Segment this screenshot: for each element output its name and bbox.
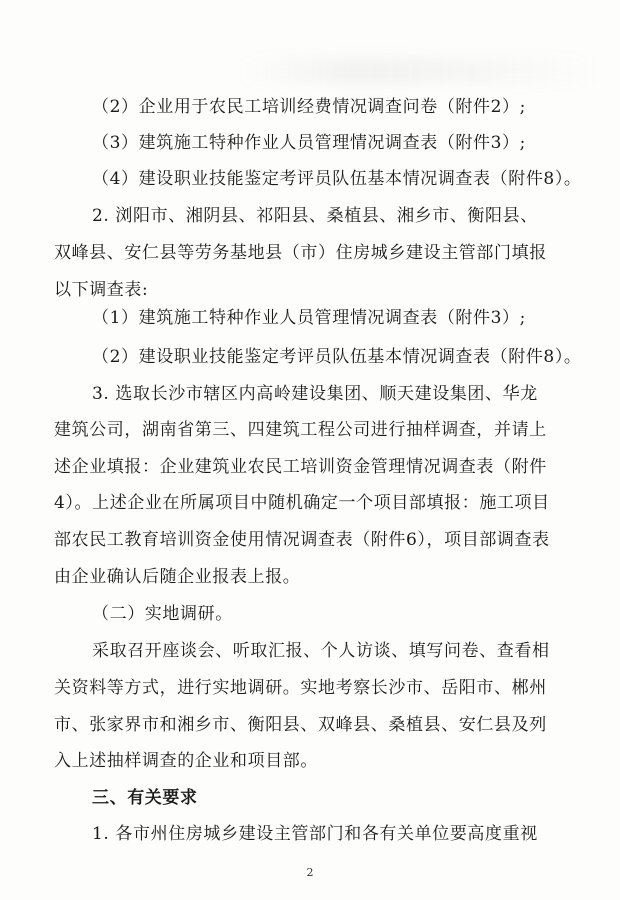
text-line-7: （1）建筑施工特种作业人员管理情况调查表（附件3）; (92, 308, 526, 328)
text-line-14: 由企业确认后随企业报表上报。 (54, 567, 301, 587)
text-line-5: 双峰县、安仁县等劳务基地县（市）住房城乡建设主管部门填报 (54, 243, 547, 263)
text-line-16: 采取召开座谈会、听取汇报、个人访谈、填写问卷、查看相 (92, 641, 550, 661)
text-line-12: 4）。上述企业在所属项目中随机确定一个项目部填报：施工项目 (54, 493, 550, 513)
text-line-2: （3）建筑施工特种作业人员管理情况调查表（附件3）; (92, 133, 526, 153)
section-heading: 三、有关要求 (92, 788, 198, 808)
page-number: 2 (306, 866, 314, 879)
text-line-18: 市、张家界市和湘乡市、衡阳县、双峰县、桑植县、安仁县及列 (54, 715, 547, 735)
text-line-21: 1. 各市州住房城乡建设主管部门和各有关单位要高度重视 (92, 824, 538, 844)
text-line-19: 入上述抽样调查的企业和项目部。 (54, 751, 318, 771)
text-line-10: 建筑公司，湖南省第三、四建筑工程公司进行抽样调查，并请上 (54, 420, 547, 440)
text-line-9: 3. 选取长沙市辖区内高岭建设集团、顺天建设集团、华龙 (92, 384, 538, 404)
text-line-6: 以下调查表: (54, 280, 149, 300)
bleed-through-mark (240, 58, 600, 84)
text-line-13: 部农民工教育培训资金使用情况调查表（附件6），项目部调查表 (54, 530, 550, 550)
text-line-3: （4）建设职业技能鉴定考评员队伍基本情况调查表（附件8）。 (92, 169, 582, 189)
text-line-17: 关资料等方式，进行实地调研。实地考察长沙市、岳阳市、郴州 (54, 678, 547, 698)
text-line-11: 述企业填报：企业建筑业农民工培训资金管理情况调查表（附件 (54, 457, 547, 477)
text-line-4: 2. 浏阳市、湘阴县、祁阳县、桑植县、湘乡市、衡阳县、 (92, 206, 538, 226)
text-line-15: （二）实地调研。 (92, 604, 233, 624)
text-line-1: （2）企业用于农民工培训经费情况调查问卷（附件2）; (92, 97, 526, 117)
text-line-8: （2）建设职业技能鉴定考评员队伍基本情况调查表（附件8）。 (92, 347, 582, 367)
